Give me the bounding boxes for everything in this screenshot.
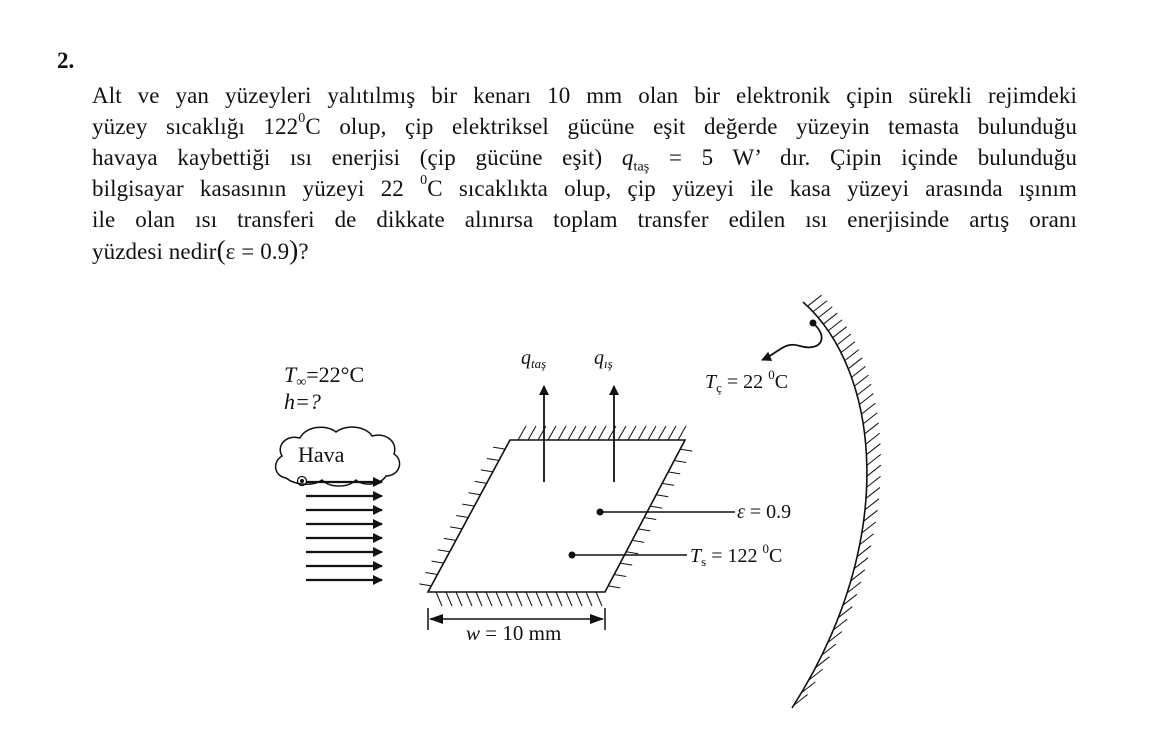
hatch-line xyxy=(558,426,566,440)
hatch-line xyxy=(486,592,492,606)
hatch-line xyxy=(419,584,431,586)
hatch-line xyxy=(841,342,855,353)
problem-text: yüzey sıcaklığı 122 xyxy=(92,114,299,139)
t-surr-label: $T_ç = 22$ $^0$C xyxy=(705,367,789,395)
t-inf-label: T∞=22°C xyxy=(284,362,365,390)
hatch-line xyxy=(546,592,552,606)
hatch-line xyxy=(493,447,505,449)
hatch-line xyxy=(644,518,656,520)
problem-text: C olup, çip elektriksel gücüne eşit değerde yüzeyin temasta bulunduğu xyxy=(305,114,1077,139)
hatch-line xyxy=(450,527,462,529)
radiation-arrow xyxy=(762,323,822,360)
hatch-line xyxy=(650,506,662,508)
hatch-line xyxy=(596,592,602,606)
hatch-line xyxy=(867,454,881,465)
hatch-line xyxy=(506,592,512,606)
hatch-line xyxy=(578,426,586,440)
problem-text: C sıcaklıkta olup, çip yüzeyi ile kasa yüzeyi arasında ışınım xyxy=(427,176,1077,201)
hatch-line xyxy=(516,592,522,606)
hatch-line xyxy=(638,529,650,531)
hatch-line xyxy=(496,592,502,606)
emissivity-condition: ε = 0.9 xyxy=(225,239,290,264)
hatch-line xyxy=(866,433,880,444)
hatch-line xyxy=(566,592,572,606)
hatch-line xyxy=(648,426,656,440)
hatch-line xyxy=(848,358,862,369)
hatch-line xyxy=(668,472,680,474)
hatch-line xyxy=(487,459,499,461)
hatch-line xyxy=(628,426,636,440)
question-number: 2. xyxy=(57,48,75,73)
hatch-line xyxy=(680,449,692,451)
degree-mark: 0 xyxy=(298,111,306,127)
paren-close: ) xyxy=(289,235,299,265)
hatch-line xyxy=(662,483,674,485)
h-label: h=? xyxy=(284,389,321,414)
hatch-line xyxy=(548,426,556,440)
hatch-line xyxy=(865,499,879,510)
hatch-line xyxy=(668,426,676,440)
hatch-line xyxy=(674,461,686,463)
hatch-line xyxy=(801,682,815,693)
paren-open: ( xyxy=(216,235,226,265)
problem-text: yüzdesi nedir xyxy=(92,239,217,264)
hatch-line xyxy=(863,413,877,424)
hatch-line xyxy=(658,426,666,440)
hatch-line xyxy=(857,384,871,395)
hatch-line xyxy=(456,516,468,518)
hatch-line xyxy=(436,592,442,606)
hatch-line xyxy=(476,592,482,606)
hatch-line xyxy=(867,465,881,476)
problem-text: = 5 W’ dır. Çipin içinde bulunduğu xyxy=(649,145,1077,170)
hatch-line xyxy=(867,476,881,487)
hatch-line xyxy=(438,550,450,552)
hatch-line xyxy=(818,307,832,318)
q-conv-label: $q_{taş}$ xyxy=(521,347,547,371)
hatch-line xyxy=(586,592,592,606)
width-label: w = 10 mm xyxy=(466,621,562,645)
hatch-line xyxy=(632,540,644,542)
chip-plate xyxy=(428,440,685,592)
hatch-line xyxy=(864,510,878,521)
insulation-hatching xyxy=(419,426,692,606)
hatch-line xyxy=(866,487,880,498)
hatch-line xyxy=(845,350,859,361)
hatch-line xyxy=(526,592,532,606)
cloud-swirl-center-icon xyxy=(300,479,304,483)
emissivity-label: ε = 0.9 xyxy=(737,501,792,523)
hatch-line xyxy=(576,592,582,606)
enclosure-hatching xyxy=(794,295,881,705)
air-flow-arrows xyxy=(306,482,382,580)
hatch-line xyxy=(809,669,823,680)
hatch-line xyxy=(823,313,837,324)
hatch-line xyxy=(837,334,851,345)
hatch-line xyxy=(618,426,626,440)
hatch-line xyxy=(425,573,437,575)
hatch-line xyxy=(588,426,596,440)
hatch-line xyxy=(598,426,606,440)
hatch-line xyxy=(614,575,626,577)
degree-mark: 0 xyxy=(420,173,428,189)
air-label: Hava xyxy=(298,442,345,467)
hatch-line xyxy=(608,586,620,588)
problem-line-1: Alt ve yan yüzeyleri yalıtılmış bir kenarı 10 mm olan bir elektronik çipin sürekli rejimdeki xyxy=(92,83,1077,108)
problem-line-5: ile olan ısı transferi de dikkate alınırsa toplam transfer edilen ısı enerjisinde artış oranı xyxy=(92,207,1077,232)
hatch-line xyxy=(446,592,452,606)
hatch-line xyxy=(854,375,868,386)
hatch-line xyxy=(528,426,536,440)
hatch-line xyxy=(813,301,827,312)
hatch-line xyxy=(536,592,542,606)
hatch-line xyxy=(808,295,822,306)
hatch-line xyxy=(794,694,808,705)
hatch-line xyxy=(833,327,847,338)
ts-label: $T_s = 122$ $^0$C xyxy=(690,541,783,569)
hatch-line xyxy=(656,495,668,497)
hatch-line xyxy=(466,592,472,606)
hatch-line xyxy=(638,426,646,440)
hatch-line xyxy=(620,563,632,565)
hatch-line xyxy=(481,470,493,472)
hatch-line xyxy=(859,394,873,405)
hatch-line xyxy=(865,423,879,434)
hatch-line xyxy=(678,426,686,440)
hatch-line xyxy=(556,592,562,606)
hatch-line xyxy=(468,493,480,495)
hatch-line xyxy=(861,403,875,414)
problem-text: ? xyxy=(298,239,309,264)
hatch-line xyxy=(866,444,880,455)
hatch-line xyxy=(626,552,638,554)
q-rad-label: $q_{ış}$ xyxy=(594,347,613,371)
hatch-line xyxy=(568,426,576,440)
hatch-line xyxy=(828,320,842,331)
q-subscript: taş xyxy=(633,159,650,175)
hatch-line xyxy=(444,538,456,540)
hatch-line xyxy=(432,561,444,563)
hatch-line xyxy=(475,481,487,483)
problem-text: havaya kaybettiği ısı enerjisi (çip gücüne eşit) xyxy=(92,145,622,170)
hatch-line xyxy=(456,592,462,606)
hatch-line xyxy=(518,426,526,440)
hatch-line xyxy=(852,366,866,377)
q-symbol: q xyxy=(621,145,634,170)
problem-text: bilgisayar kasasının yüzeyi 22 xyxy=(92,176,421,201)
hatch-line xyxy=(462,504,474,506)
